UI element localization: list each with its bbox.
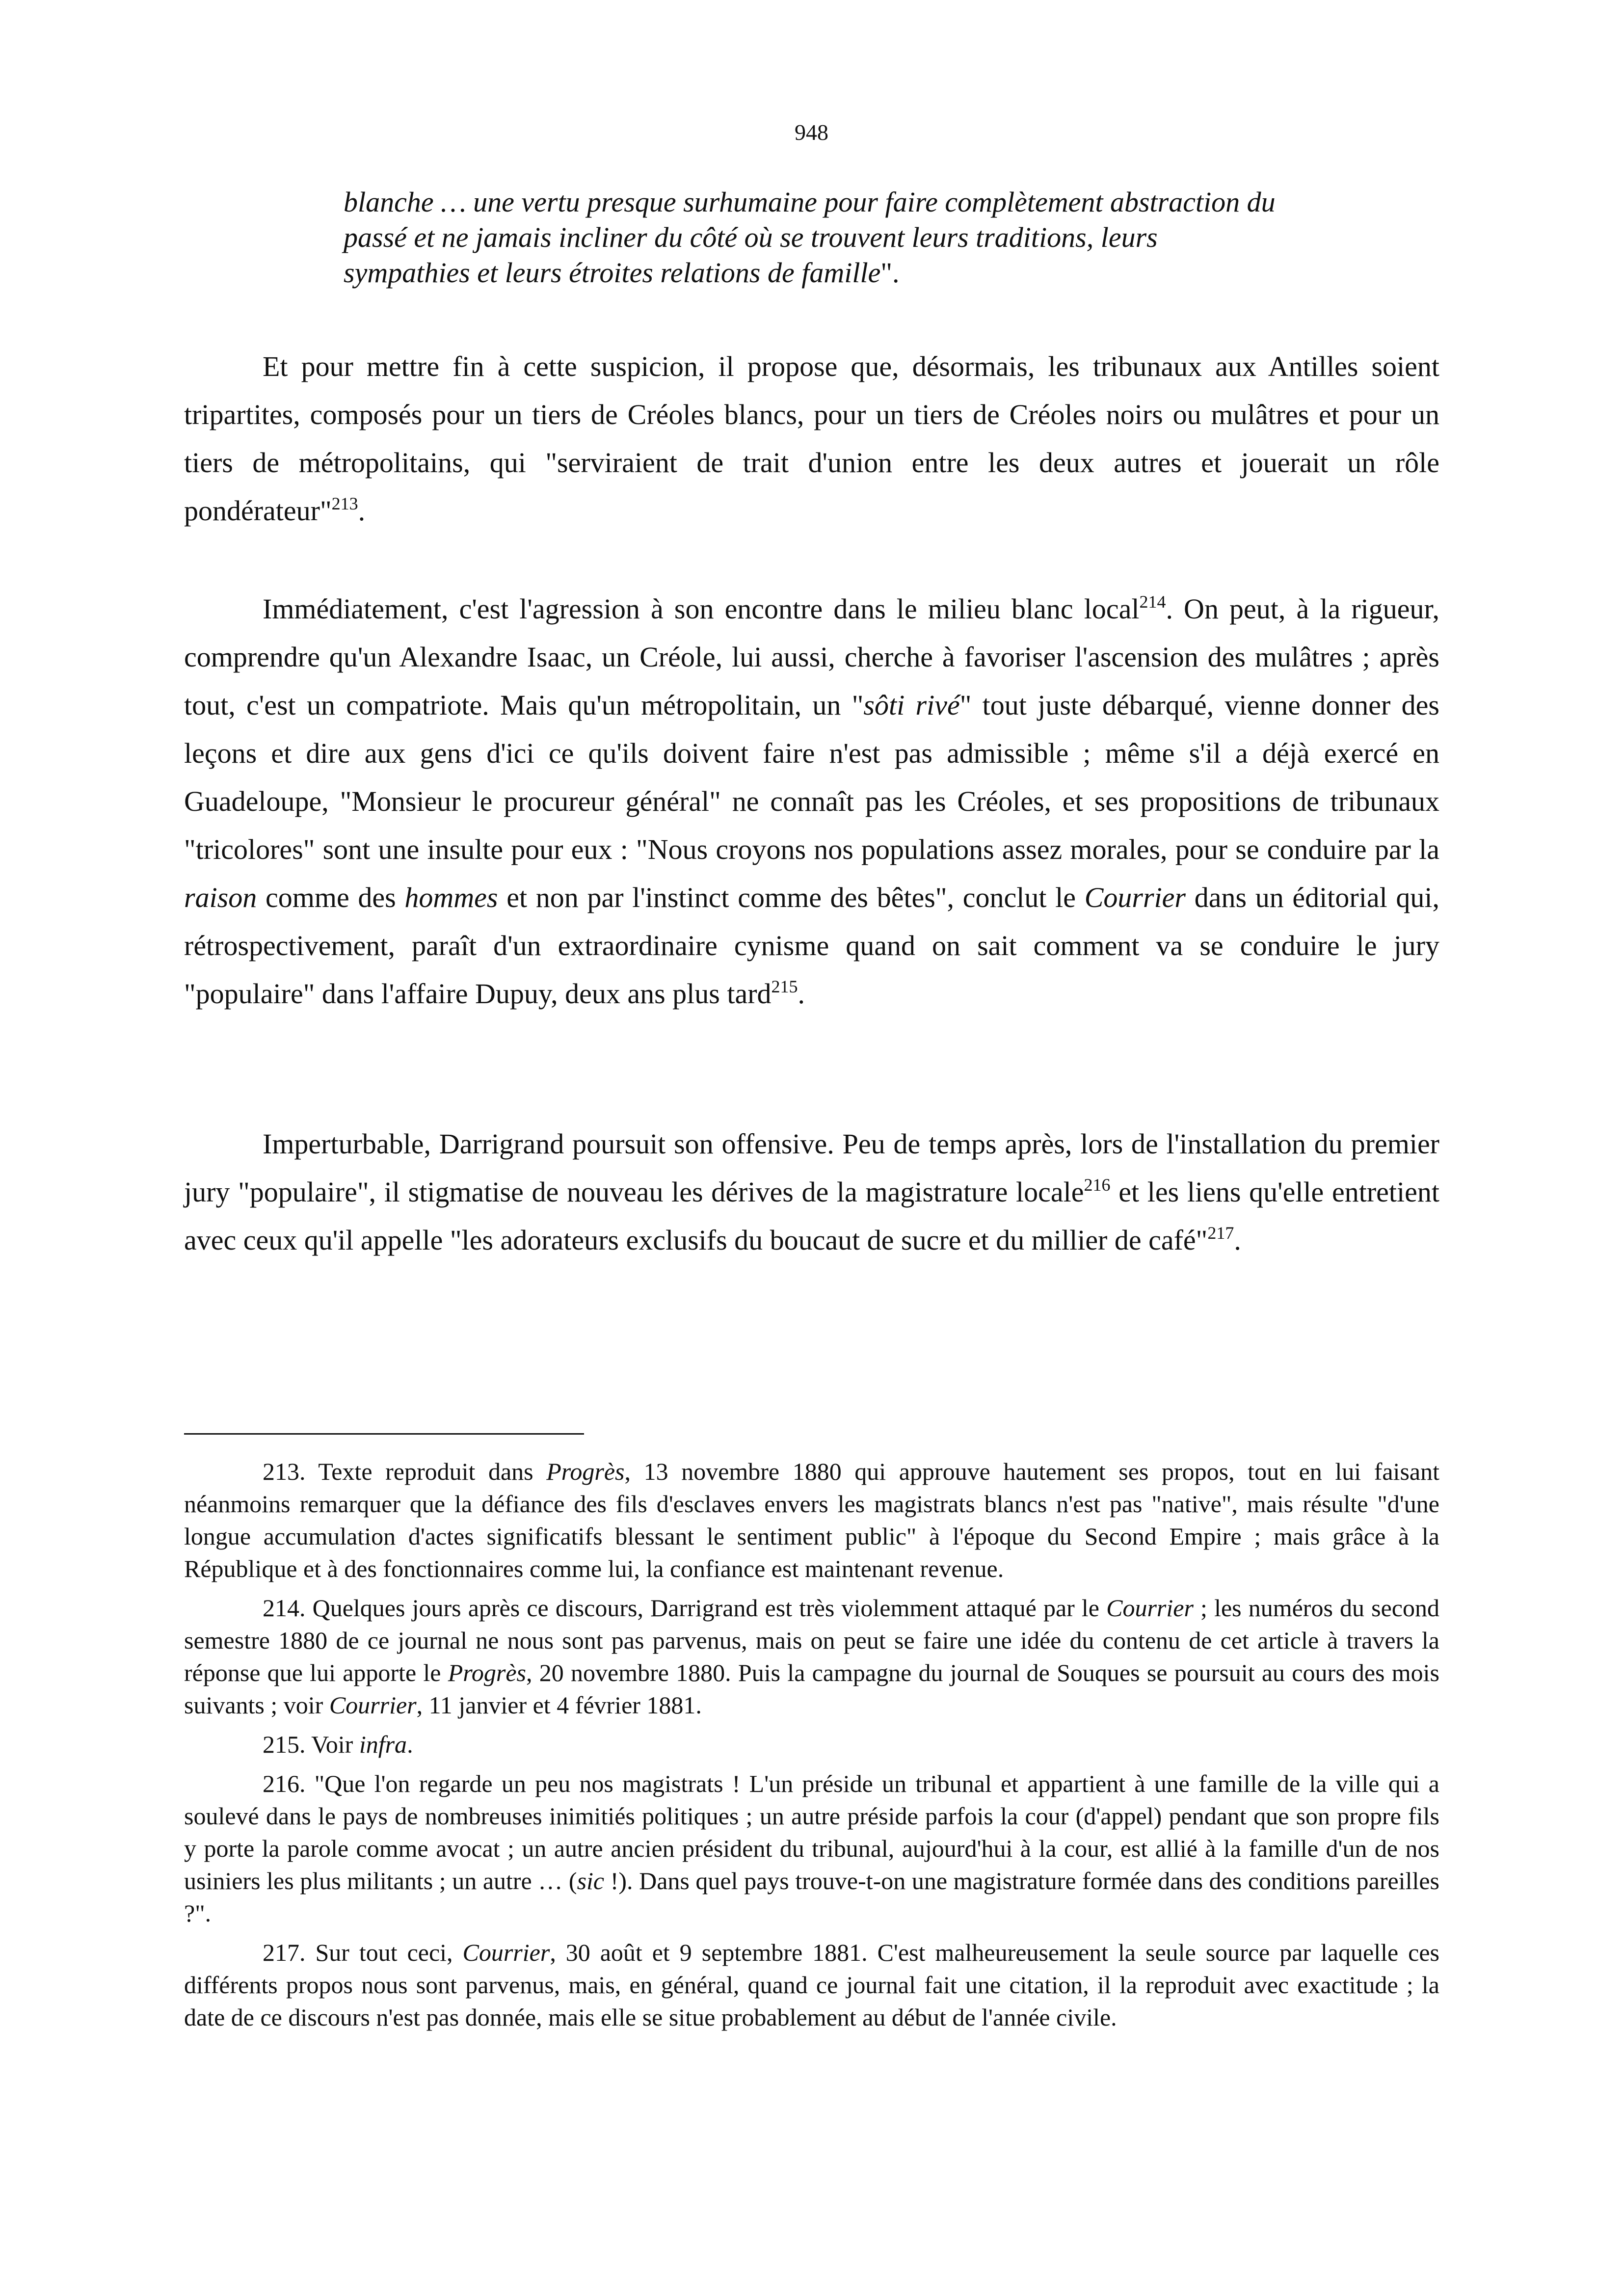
quote-closing: ".	[880, 257, 900, 289]
italic-word: raison	[184, 881, 257, 913]
footnote-text: 214. Quelques jours après ce discours, Darrigrand est très violemment attaqué par le	[263, 1594, 1107, 1622]
paragraph-text: et non par l'instinct comme des bêtes", conclut le	[498, 881, 1085, 913]
paragraph-text: .	[798, 978, 805, 1010]
newspaper-title: Courrier	[462, 1939, 550, 1966]
newspaper-title: Courrier	[329, 1691, 417, 1719]
page-number: 948	[795, 120, 828, 145]
paragraph-text: Et pour mettre fin à cette suspicion, il propose que, désormais, les tribunaux aux Antilles soient tripartites, composés pour un tiers de Créoles blancs, pour un tiers de Créoles noirs ou mulâtres et pour un tiers de métropolitains, qui "serviraient de trait d'union entre les deux autres et jouerait un rôle pondérateur"	[184, 350, 1439, 527]
footnote-text: , 11 janvier et 4 février 1881.	[416, 1691, 702, 1719]
footnote-217	[184, 1936, 1439, 2033]
paragraph-text: .	[358, 495, 366, 527]
paragraph-text: " tout juste débarqué, vienne donner des leçons et dire aux gens d'ici ce qu'ils doivent faire n'est pas admissible ; même s'il a déjà exercé en Guadeloupe, "Monsieur le procureur général" ne connaît pas les Créoles, et ses propositions de tribunaux "tricolores" sont une insulte pour eux : "Nous croyons nos populations assez morales, pour se conduire par la	[184, 689, 1439, 865]
footnote-216	[184, 1767, 1439, 1929]
paragraph-3	[184, 1120, 1439, 1264]
paragraph-1	[184, 343, 1439, 535]
newspaper-title: Progrès	[546, 1458, 625, 1485]
footnote-text: ; les numéros du second semestre 1880 de ce journal ne nous sont pas parvenus, mais on peut se faire une idée du contenu de cet article à travers la réponse que lui apporte le	[184, 1594, 1440, 1686]
footnote-separator	[184, 1433, 584, 1435]
footnote-text: , 13 novembre 1880 qui approuve hautement ses propos, tout en lui faisant néanmoins remarquer que la défiance des fils d'esclaves envers les magistrats blancs n'est pas "native", mais résulte "d'une longue accumulation d'actes significatifs blessant le sentiment public" à l'époque du Second Empire ; mais grâce à la République et à des fonctionnaires comme lui, la confiance est maintenant revenue.	[184, 1458, 1439, 1582]
footnotes-section	[184, 1455, 1439, 2040]
italic-phrase: sôti rivé	[863, 689, 960, 721]
block-quote	[344, 185, 1291, 291]
paragraph-text: comme des	[257, 881, 405, 913]
italic-word: hommes	[404, 881, 498, 913]
footnote-ref-214[interactable]: 214	[1139, 592, 1166, 612]
paragraph-text: . On peut, à la rigueur, comprendre qu'un Alexandre Isaac, un Créole, lui aussi, cherche à favoriser l'ascension des mulâtres ; après tout, c'est un compatriote. Mais qu'un métropolitain, un "	[184, 593, 1439, 721]
footnote-text: 216. "Que l'on regarde un peu nos magistrats ! L'un préside un tribunal et appartient à une famille de la ville qui a soulevé dans le pays de nombreuses inimitiés politiques ; un autre préside parfois la cour (d'appel) pendant que son propre fils y porte la parole comme avocat ; un autre ancien président du tribunal, aujourd'hui à la cour, est allié à la famille d'un de nos usiniers les plus militants ; un autre … (	[184, 1770, 1439, 1895]
paragraph-text: Immédiatement, c'est l'agression à son encontre dans le milieu blanc local	[263, 593, 1140, 625]
footnote-214	[184, 1592, 1439, 1721]
newspaper-title: Courrier	[1084, 881, 1186, 913]
footnote-text: 213. Texte reproduit dans	[263, 1458, 547, 1485]
footnote-ref-217[interactable]: 217	[1207, 1223, 1234, 1243]
footnote-text: , 30 août et 9 septembre 1881. C'est malheureusement la seule source par laquelle ces différents propos nous sont parvenus, mais, en général, quand ce journal fait une citation, il la reproduit avec exactitude ; la date de ce discours n'est pas donnée, mais elle se situe probablement au début de l'année civile.	[184, 1939, 1439, 2031]
footnote-text: , 20 novembre 1880. Puis la campagne du journal de Souques se poursuit au cours des mois suivants ; voir	[184, 1659, 1439, 1719]
quote-text: blanche … une vertu presque surhumaine pour faire complètement abstraction du passé et ne jamais incliner du côté où se trouvent leurs traditions, leurs sympathies et leurs étroites relations de famille	[344, 186, 1276, 289]
paragraph-text: .	[1234, 1224, 1241, 1256]
footnote-text: 215. Voir	[263, 1731, 359, 1758]
newspaper-title: Progrès	[448, 1659, 526, 1686]
footnote-text: !). Dans quel pays trouve-t-on une magistrature formée dans des conditions pareilles ?".	[184, 1867, 1439, 1927]
paragraph-text: et les liens qu'elle entretient avec ceux qu'il appelle "les adorateurs exclusifs du boucaut de sucre et du millier de café"	[184, 1176, 1440, 1256]
footnote-215	[184, 1728, 1439, 1761]
footnote-213	[184, 1455, 1439, 1585]
footnote-text: .	[407, 1731, 413, 1758]
italic-word: sic	[577, 1867, 605, 1895]
footnote-text: 217. Sur tout ceci,	[263, 1939, 463, 1966]
paragraph-2	[184, 585, 1439, 1018]
footnote-ref-213[interactable]: 213	[331, 494, 358, 513]
italic-word: infra	[359, 1731, 407, 1758]
paragraph-text: Imperturbable, Darrigrand poursuit son offensive. Peu de temps après, lors de l'installation du premier jury "populaire", il stigmatise de nouveau les dérives de la magistrature locale	[184, 1128, 1439, 1208]
paragraph-text: dans un éditorial qui, rétrospectivement, paraît d'un extraordinaire cynisme quand on sait comment va se conduire le jury "populaire" dans l'affaire Dupuy, deux ans plus tard	[184, 881, 1439, 1010]
footnote-ref-215[interactable]: 215	[771, 977, 798, 996]
newspaper-title: Courrier	[1106, 1594, 1194, 1622]
footnote-ref-216[interactable]: 216	[1084, 1175, 1111, 1195]
